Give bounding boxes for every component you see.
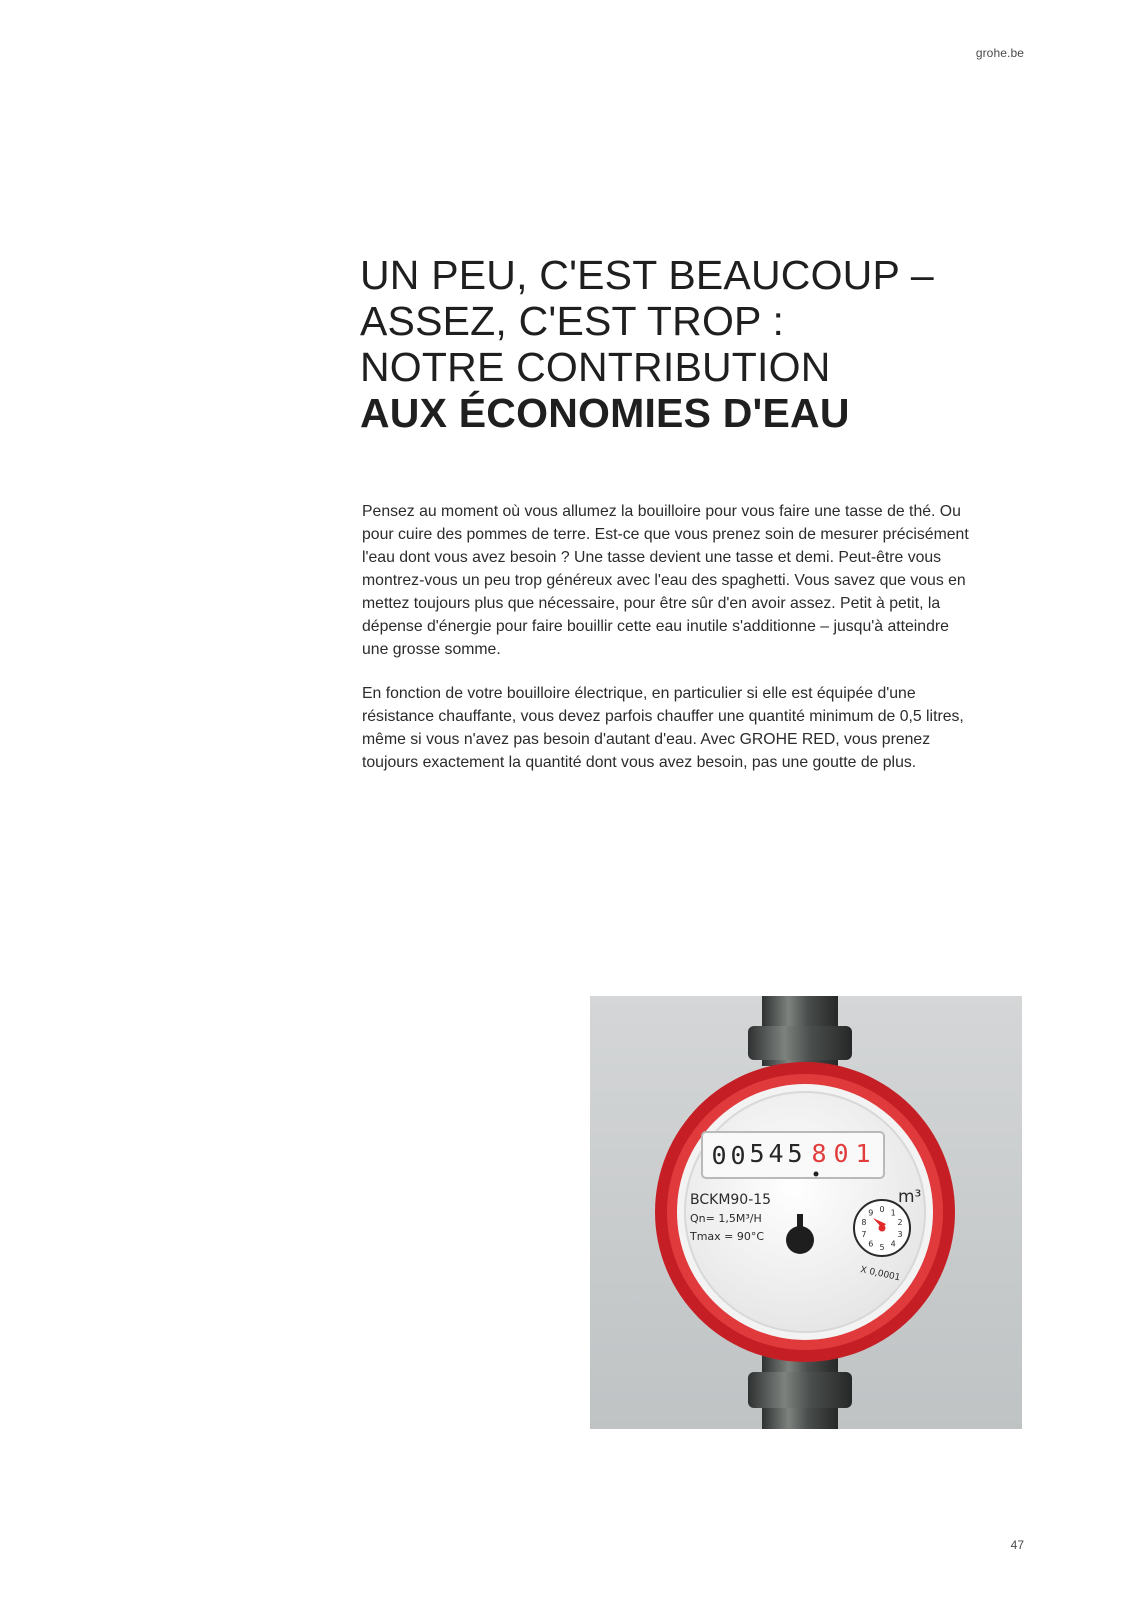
page-number: 47 xyxy=(1010,1538,1024,1552)
paragraph-2: En fonction de votre bouilloire électrique, en particulier si elle est équipée d'une résistance chauffante, vous devez parfois chauffer une quantité minimum de 0,5 litres, même si vous n'avez pas besoin d'autant d'eau. Avec GROHE RED, vous prenez toujours exactement la quantité dont vous avez besoin, pas une goutte de plus. xyxy=(362,685,964,771)
meter-flow-rate: Qn= 1,5M³/H xyxy=(690,1212,762,1225)
sub-dial-hub xyxy=(879,1225,886,1232)
digit-1: 0 xyxy=(711,1141,727,1170)
meter-max-temp: Tmax = 90°C xyxy=(690,1230,765,1243)
sub-dial-number: 6 xyxy=(868,1239,874,1249)
water-meter-photo xyxy=(590,996,1022,1429)
digit-2: 0 xyxy=(730,1141,746,1170)
digit-4: 4 xyxy=(768,1139,784,1168)
body-text xyxy=(362,500,972,795)
decimal-separator xyxy=(814,1172,819,1177)
sub-dial-number: 4 xyxy=(890,1239,896,1249)
sub-dial-number: 7 xyxy=(861,1229,867,1239)
sub-dial-number: 9 xyxy=(868,1208,874,1218)
sub-dial-number: 8 xyxy=(861,1218,867,1228)
digit-3: 5 xyxy=(749,1139,765,1168)
digit-6: 8 xyxy=(811,1139,827,1168)
sub-dial-number: 3 xyxy=(897,1229,903,1239)
page-heading xyxy=(360,252,1060,436)
heading-line-3: NOTRE CONTRIBUTION xyxy=(360,344,831,390)
meter-model: BCKM90-15 xyxy=(690,1192,772,1208)
digit-7: 0 xyxy=(833,1139,849,1168)
digit-5: 5 xyxy=(787,1139,803,1168)
pipe-nut-top xyxy=(748,1026,852,1060)
meter-unit: m³ xyxy=(898,1187,922,1207)
heading-line-bold: AUX ÉCONOMIES D'EAU xyxy=(360,390,850,436)
paragraph-1: Pensez au moment où vous allumez la bouilloire pour vous faire une tasse de thé. Ou pour cuire des pommes de terre. Est-ce que vous prenez soin de mesurer précisément l'eau dont vous avez besoin ? Une tasse devient une tasse et demi. Peut-être vous montrez-vous un peu trop généreux avec l'eau des spaghetti. Vous savez que vous en mettez toujours plus que nécessaire, pour être sûr d'en avoir assez. Petit à petit, la dépense d'énergie pour faire bouillir cette eau inutile s'additionne – jusqu'à atteindre une grosse somme. xyxy=(362,503,969,658)
water-meter-illustration xyxy=(590,996,1022,1429)
sub-dial-number: 1 xyxy=(890,1208,896,1218)
heading-line-2: ASSEZ, C'EST TROP : xyxy=(360,298,785,344)
counter-digits xyxy=(711,1139,870,1170)
heading-line-1: UN PEU, C'EST BEAUCOUP – xyxy=(360,252,934,298)
sub-dial-number: 5 xyxy=(879,1243,885,1252)
pipe-nut-bottom xyxy=(748,1372,852,1408)
digit-8: 1 xyxy=(855,1139,871,1168)
sub-dial-number: 0 xyxy=(879,1205,885,1214)
sub-dial-factor: X 0,0001 xyxy=(859,1265,902,1284)
sub-dial-number: 2 xyxy=(897,1218,903,1228)
site-url: grohe.be xyxy=(975,46,1024,60)
